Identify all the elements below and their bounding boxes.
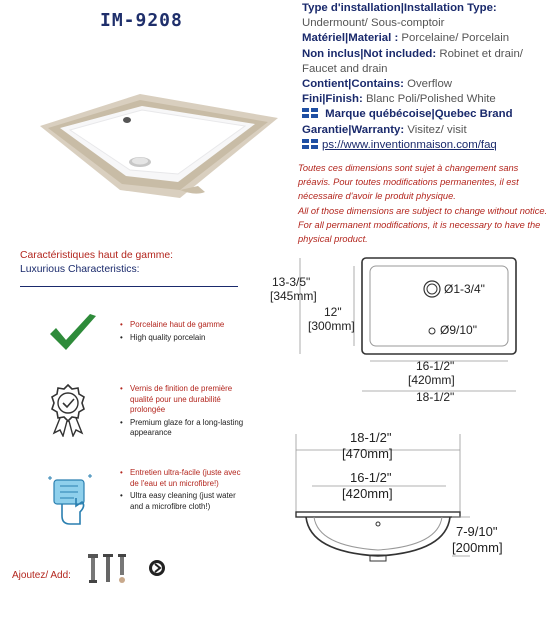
contains-value: Overflow	[407, 78, 453, 91]
feature-list-1	[120, 320, 245, 345]
addons-label: Ajoutez/ Add:	[12, 570, 71, 581]
cleaning-hand-icon	[46, 472, 94, 528]
top-inner-width: 16-1/2"	[416, 359, 455, 373]
feature-list-2	[120, 384, 250, 441]
top-outer-width: 18-1/2"	[416, 390, 455, 404]
install-label: Type d'installation|Installation Type:	[302, 2, 497, 14]
luxury-heading	[20, 249, 173, 277]
addon-popup-drain-icon[interactable]	[102, 554, 114, 584]
top-outer-depth-mm: [345mm]	[270, 289, 317, 303]
top-outer-depth: 13-3/5"	[272, 275, 311, 289]
material-value: Porcelaine/ Porcelain	[401, 32, 510, 45]
feature-2-en: • Premium glaze for a long-lasting appearance	[120, 418, 250, 439]
warranty-link[interactable]: ps://www.inventionmaison.com/faq	[322, 138, 497, 151]
top-inner-width-mm: [420mm]	[408, 373, 455, 387]
top-inner-depth-mm: [300mm]	[308, 319, 355, 333]
quebec-flag-icon	[302, 108, 318, 118]
warranty-label: Garantie|Warranty:	[302, 123, 405, 136]
quebec-flag-icon	[302, 139, 318, 149]
spec-block	[302, 1, 552, 153]
top-view-drawing	[262, 256, 552, 406]
sink-product-image	[30, 86, 280, 206]
side-view-drawing	[290, 424, 552, 574]
feature-1-en: • High quality porcelain	[120, 333, 245, 344]
top-inner-depth: 12"	[324, 305, 342, 319]
drain-hole-dimension: Ø9/10"	[440, 323, 477, 337]
finish-value: Blanc Poli/Polished White	[365, 93, 496, 106]
material-label: Matériel|Material :	[302, 32, 399, 45]
luxury-title-fr: Caractéristiques haut de gamme:	[20, 250, 174, 261]
side-outer-width-mm: [470mm]	[342, 446, 393, 461]
not-included-label: Non inclus|Not included:	[302, 47, 437, 60]
warranty-value: Visitez/ visit	[407, 123, 467, 136]
model-number: IM-9208	[100, 10, 183, 31]
addon-overflow-ring-icon[interactable]	[146, 558, 168, 578]
award-badge-icon	[48, 383, 88, 437]
side-outer-width: 18-1/2"	[350, 430, 392, 445]
divider	[20, 286, 238, 287]
feature-1-fr: • Porcelaine haut de gamme	[120, 320, 245, 331]
side-height: 7-9/10"	[456, 524, 498, 539]
disclaimer-en: All of those dimensions are subject to change without notice. For all permanent modifications, it is necessary to have the physical product.	[298, 205, 548, 245]
addon-drain-icon[interactable]	[86, 554, 100, 584]
addon-drain-small-icon[interactable]	[116, 554, 128, 584]
disclaimer-fr: Toutes ces dimensions sont sujet à changement sans préavis. Pour toutes modifications permanentes, il est nécessaire d'avoir le produit physique.	[298, 163, 519, 202]
feature-3-fr: • Entretien ultra-facile (juste avec de l'eau et un microfibre!)	[120, 468, 250, 489]
faucet-hole-dimension: Ø1-3/4"	[444, 282, 485, 296]
checkmark-icon	[48, 312, 98, 354]
not-included-value: Robinet et drain/ Faucet and drain	[302, 47, 523, 75]
disclaimer	[298, 161, 548, 246]
finish-label: Fini|Finish:	[302, 93, 363, 106]
contains-label: Contient|Contains:	[302, 78, 404, 91]
side-inner-width: 16-1/2"	[350, 470, 392, 485]
side-inner-width-mm: [420mm]	[342, 486, 393, 501]
feature-list-3	[120, 468, 250, 514]
brand-label: Marque québécoise|Quebec Brand	[325, 108, 513, 121]
feature-3-en: • Ultra easy cleaning (just water and a microfibre cloth!)	[120, 491, 250, 512]
side-height-mm: [200mm]	[452, 540, 503, 555]
install-value: Undermount/ Sous-comptoir	[302, 17, 445, 30]
feature-2-fr: • Vernis de finition de première qualité pour une durabilité prolongée	[120, 384, 250, 416]
luxury-title-en: Luxurious Characteristics:	[20, 264, 140, 275]
